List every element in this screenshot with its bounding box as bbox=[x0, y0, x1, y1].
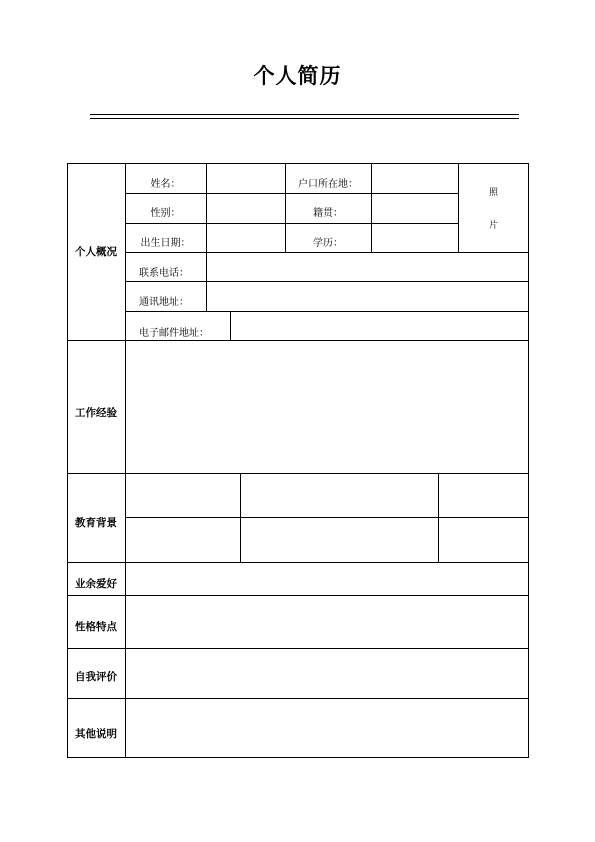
hobby-section-label: 业余爱好 bbox=[75, 577, 117, 590]
phone-field[interactable] bbox=[207, 253, 528, 281]
education-label: 学历： bbox=[313, 237, 343, 249]
self-section-label: 自我评价 bbox=[75, 671, 117, 683]
phone-label: 联系电话： bbox=[139, 267, 189, 279]
edu-cell-r2c1[interactable] bbox=[126, 518, 240, 562]
photo-label-line1: 照 bbox=[488, 188, 498, 198]
edu-cell-r2c3[interactable] bbox=[439, 518, 528, 562]
table-border-bottom bbox=[67, 757, 529, 758]
email-label: 电子邮件地址： bbox=[139, 327, 209, 339]
hukou-label: 户口所在地： bbox=[298, 178, 358, 190]
edu-cell-r1c2[interactable] bbox=[241, 474, 438, 517]
traits-field[interactable] bbox=[126, 596, 528, 648]
self-field[interactable] bbox=[126, 649, 528, 698]
page-title: 个人简历 bbox=[253, 64, 342, 88]
edu-cell-r1c1[interactable] bbox=[126, 474, 240, 517]
personal-section-label: 个人概况 bbox=[75, 246, 117, 258]
birth-field[interactable] bbox=[207, 224, 285, 252]
origin-field[interactable] bbox=[372, 194, 458, 223]
education-field[interactable] bbox=[372, 224, 458, 252]
photo-box bbox=[458, 163, 529, 253]
email-field[interactable] bbox=[231, 312, 528, 340]
traits-section-label: 性格特点 bbox=[75, 621, 117, 633]
hukou-field[interactable] bbox=[372, 164, 458, 193]
work-field[interactable] bbox=[126, 341, 528, 473]
gender-field[interactable] bbox=[207, 194, 285, 223]
gender-label: 性别： bbox=[150, 207, 181, 219]
name-field[interactable] bbox=[207, 164, 285, 193]
edu-section-label: 教育背景 bbox=[75, 516, 117, 529]
edu-cell-r2c2[interactable] bbox=[241, 518, 438, 562]
origin-label: 籍贯： bbox=[313, 207, 343, 219]
name-label: 姓名： bbox=[150, 178, 181, 190]
photo-label-line2: 片 bbox=[488, 221, 498, 231]
other-section-label: 其他说明 bbox=[75, 727, 117, 740]
address-field[interactable] bbox=[207, 282, 528, 311]
work-section-label: 工作经验 bbox=[75, 407, 117, 419]
other-field[interactable] bbox=[126, 699, 528, 757]
birth-label: 出生日期： bbox=[140, 237, 191, 249]
address-label: 通讯地址： bbox=[139, 296, 189, 308]
edu-cell-r1c3[interactable] bbox=[439, 474, 528, 517]
hobby-field[interactable] bbox=[126, 563, 528, 595]
